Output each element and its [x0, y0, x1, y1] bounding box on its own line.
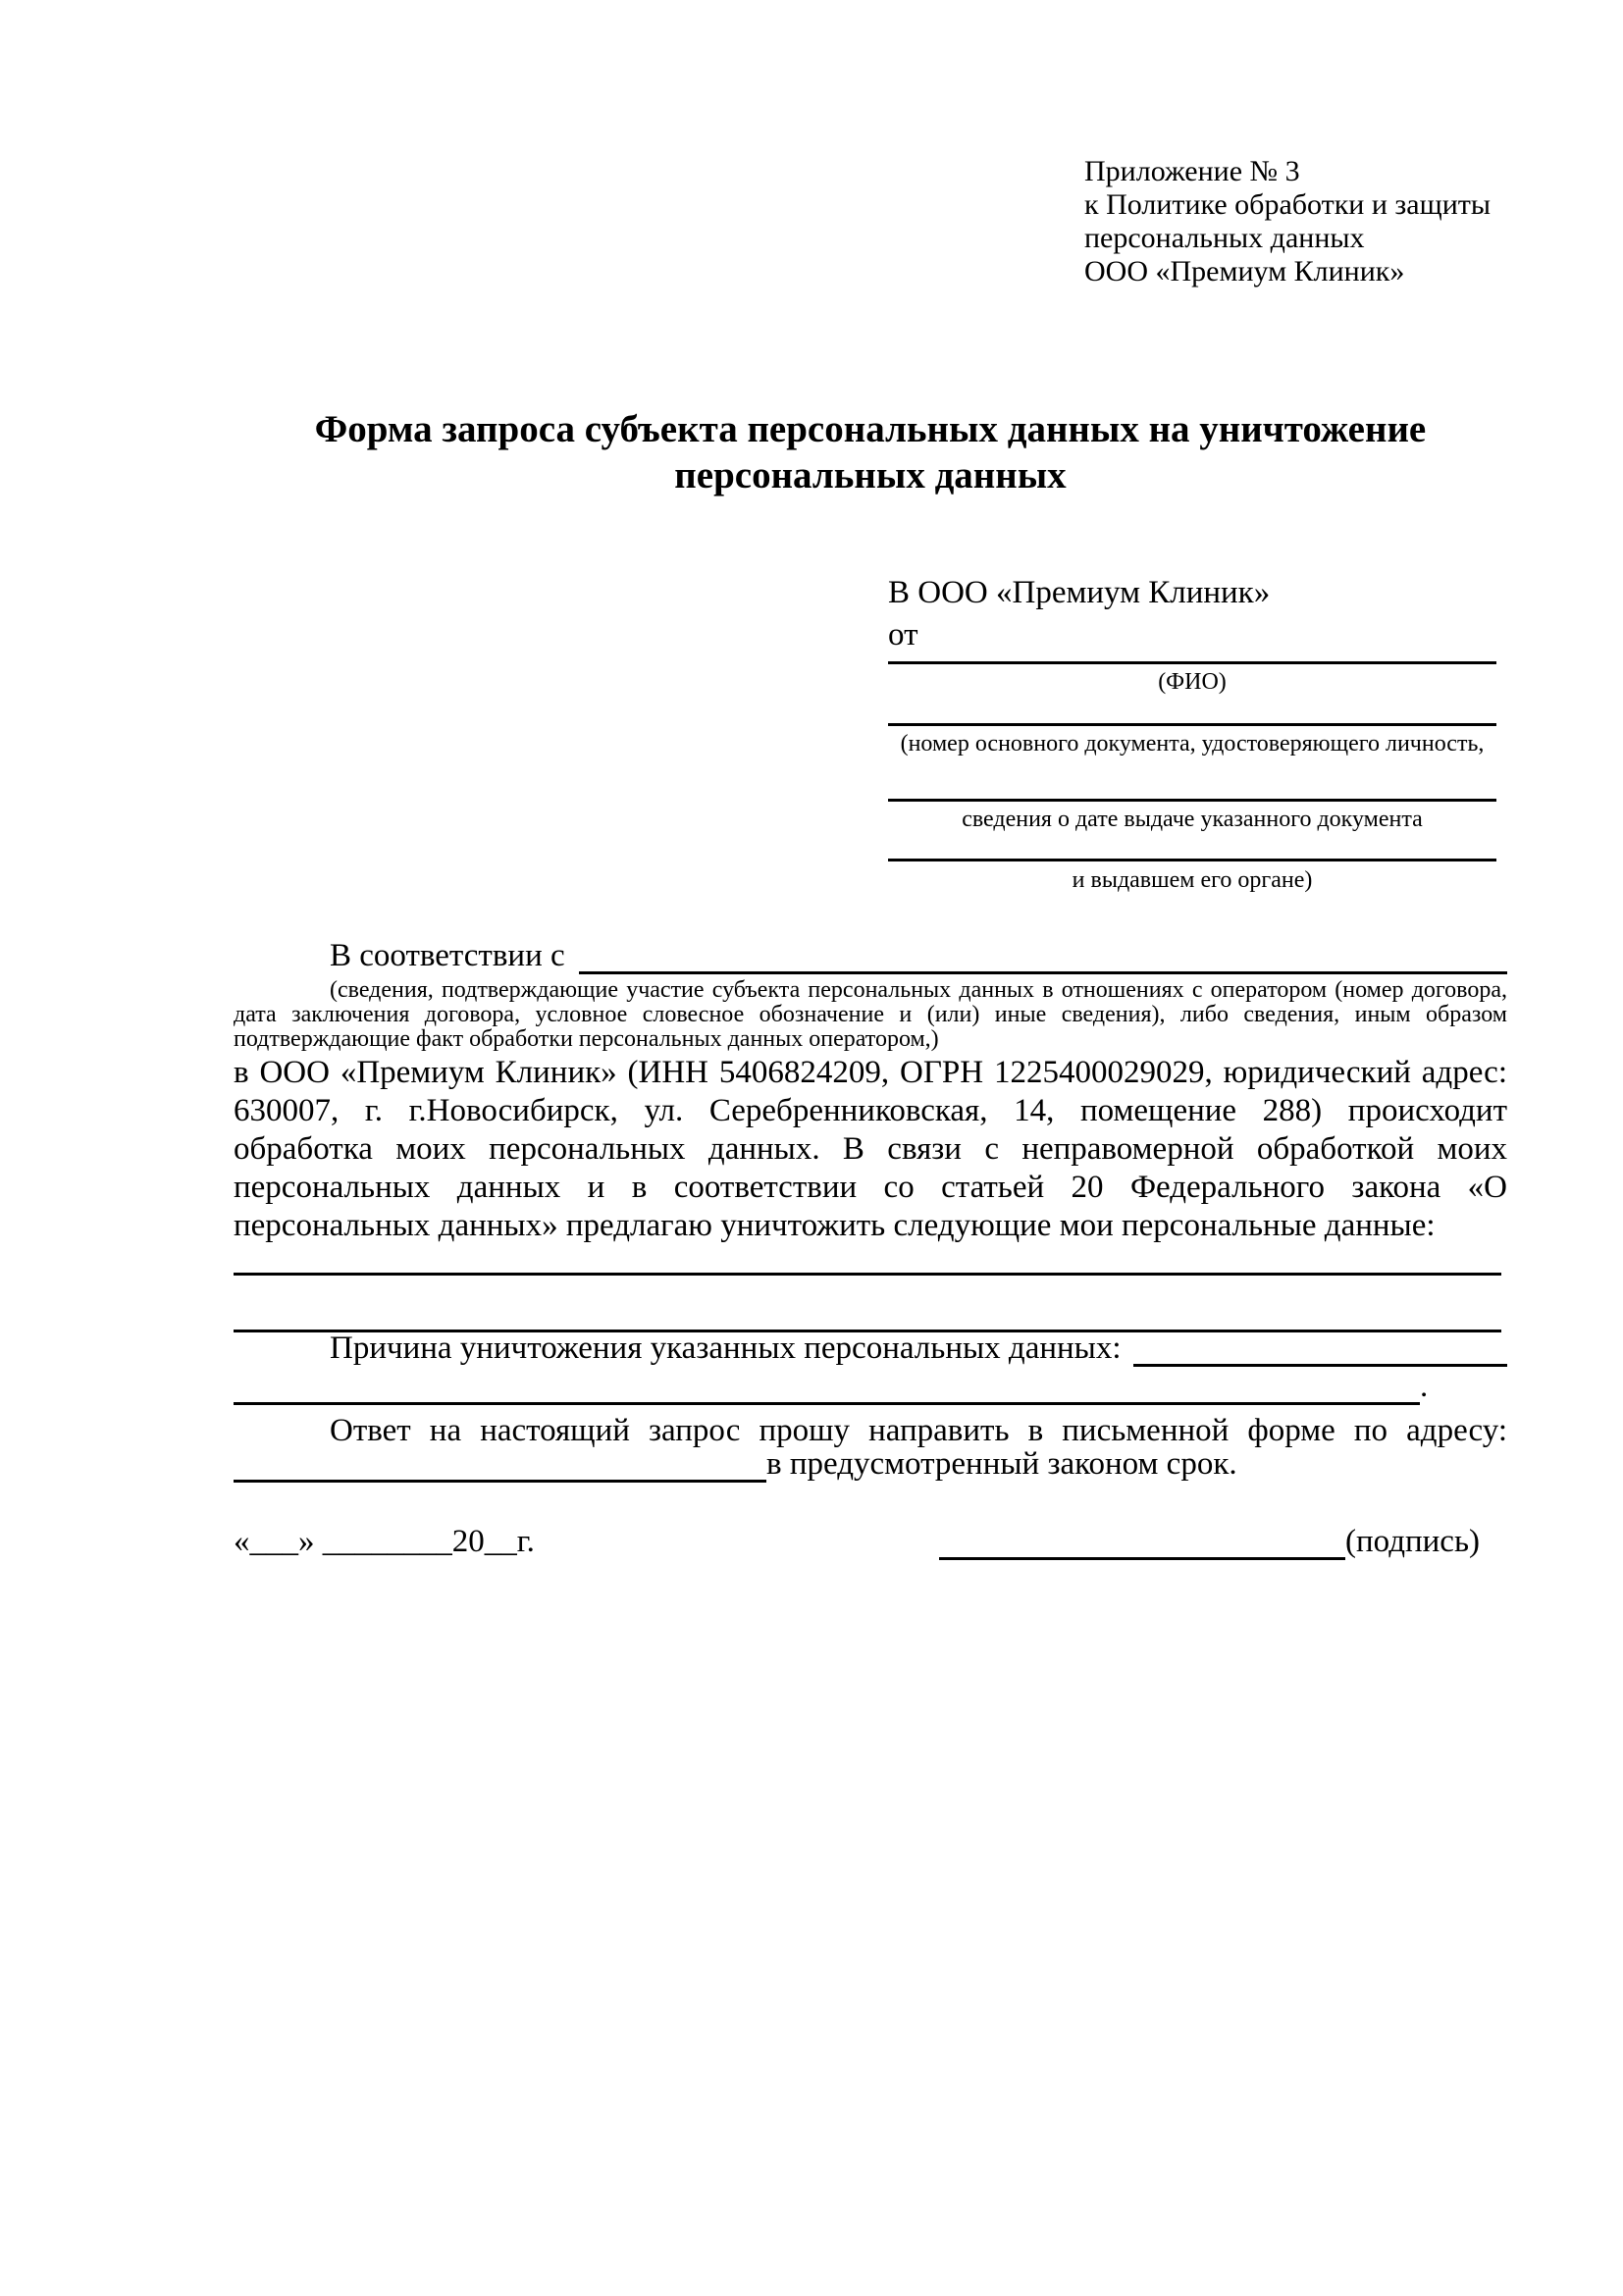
appendix-header-line: Приложение № 3 — [1084, 155, 1300, 187]
addressee-from: от — [888, 617, 918, 652]
response-tail: в предусмотренный законом срок. — [766, 1446, 1237, 1482]
reason-continuation-row — [234, 1369, 1507, 1405]
reason-continuation-blank-line — [234, 1402, 1420, 1405]
personal-data-blank-line-1 — [234, 1273, 1501, 1276]
line-terminator: . — [1420, 1369, 1429, 1404]
appendix-header — [1084, 155, 1521, 288]
main-paragraph: в ООО «Премиум Клиник» (ИНН 5406824209, ОГРН 1225400029029, юридический адрес: 630007, г. г.Новосибирск, ул. Серебренниковская, 14, помещение 288) происходит обработка моих персональных данных. В связи с неправомерной обработкой моих персональных данных и в соответствии со статьей 20 Федерального закона «О персональных данных» предлагаю уничтожить следующие мои персональные данные: — [234, 1055, 1507, 1243]
date-line: «___» ________20__г. — [234, 1524, 535, 1559]
addressee-to: В ООО «Премиум Клиник» — [888, 575, 1271, 610]
accordance-row — [234, 937, 1507, 974]
appendix-header-line: ООО «Премиум Клиник» — [1084, 255, 1405, 287]
reason-blank-line — [1133, 1364, 1507, 1367]
fio-caption: (ФИО) — [1158, 669, 1227, 695]
form-title: Форма запроса субъекта персональных данных на уничтожение персональных данных — [314, 408, 1427, 496]
reason-label: Причина уничтожения указанных персональных данных: — [330, 1331, 1122, 1366]
signature-caption: (подпись) — [1345, 1524, 1480, 1559]
issue-date-caption: сведения о дате выдаче указанного документа — [962, 807, 1423, 832]
issuing-authority-caption: и выдавшем его органе) — [1072, 867, 1313, 893]
signature-blank-line — [939, 1557, 1345, 1560]
signature-group — [939, 1524, 1480, 1560]
address-row — [234, 1446, 1507, 1483]
issuing-authority-blank-line — [888, 859, 1496, 861]
reason-row — [234, 1331, 1507, 1367]
id-doc-caption: (номер основного документа, удостоверяющего личность, — [900, 731, 1485, 757]
id-doc-blank-line — [888, 723, 1496, 726]
appendix-header-line: персональных данных — [1084, 222, 1365, 254]
address-blank-line — [234, 1480, 766, 1483]
footer-row — [234, 1524, 1480, 1560]
appendix-header-line: к Политике обработки и защиты — [1084, 188, 1492, 221]
accordance-note: (сведения, подтверждающие участие субъекта персональных данных в отношениях с оператором (номер договора, дата заключения договора, условное словесное обозначение и (или) иные сведения), либо сведения, иным образом подтверждающие факт обработки персональных данных оператором,) — [234, 977, 1507, 1052]
accordance-prefix: В соответствии с — [330, 938, 565, 973]
accordance-blank-line — [579, 971, 1507, 974]
response-request-line: Ответ на настоящий запрос прошу направить в письменной форме по адресу: — [330, 1413, 1507, 1448]
issue-date-blank-line — [888, 799, 1496, 802]
fio-blank-line — [888, 661, 1496, 664]
